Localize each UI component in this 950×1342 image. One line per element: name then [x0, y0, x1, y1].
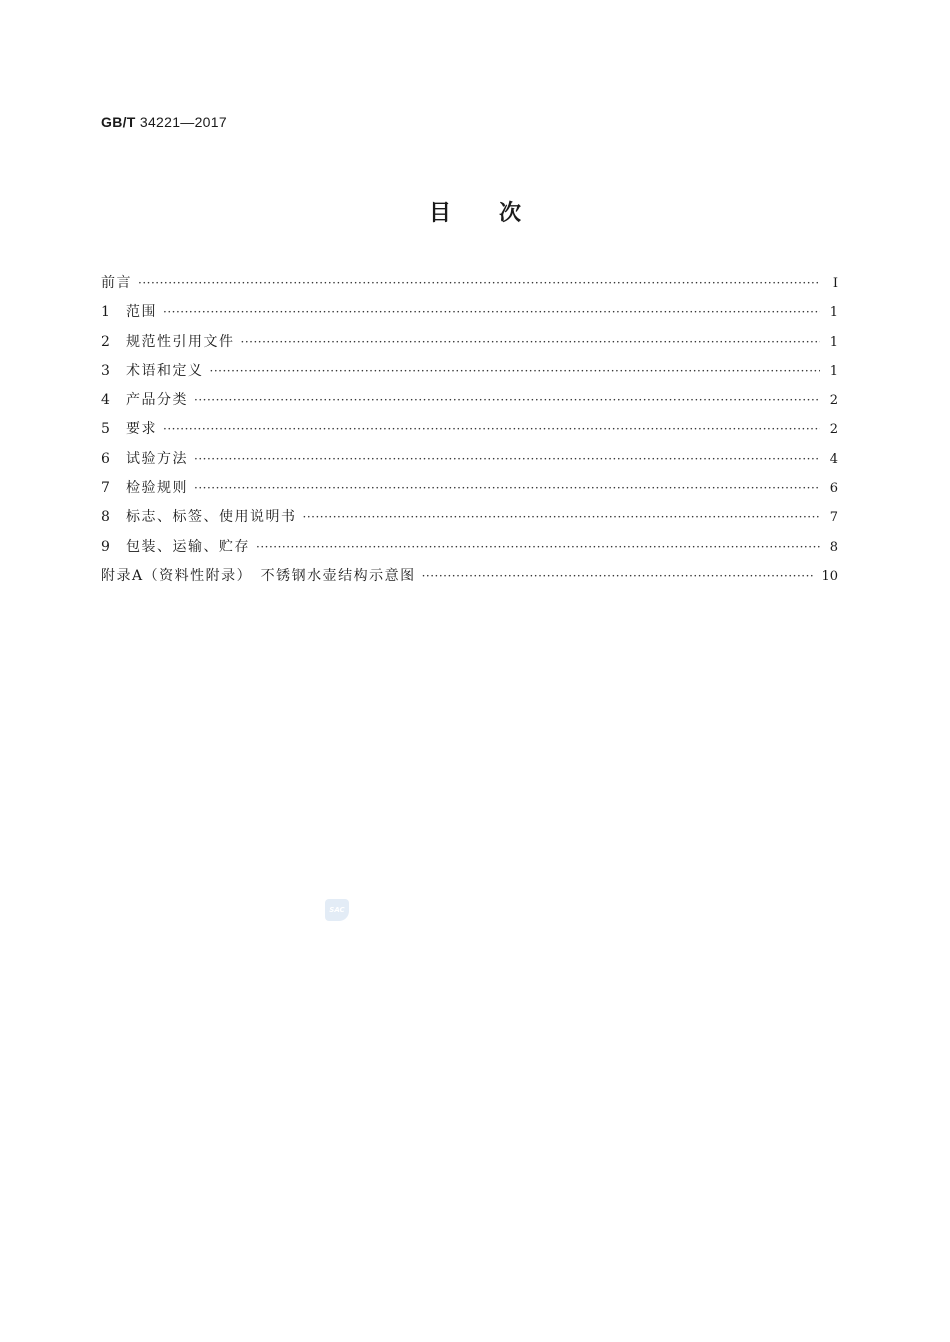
- toc-entry-page: 1: [829, 334, 838, 350]
- toc-entry-foreword[interactable]: [101, 272, 838, 301]
- toc-entry-number: 2: [101, 333, 110, 350]
- toc-entry-page: 8: [829, 539, 838, 555]
- toc-entry-8[interactable]: [101, 506, 838, 535]
- toc-leader-dots: [210, 364, 821, 378]
- toc-entry-9[interactable]: [101, 536, 838, 565]
- toc-leader-dots: [241, 335, 821, 349]
- toc-entry-page: 1: [829, 305, 838, 321]
- toc-leader-dots: [303, 510, 821, 524]
- toc-entry-number: 8: [101, 509, 110, 526]
- table-of-contents: [101, 272, 838, 594]
- toc-leader-dots: [163, 422, 820, 436]
- toc-entry-7[interactable]: [101, 477, 838, 506]
- toc-leader-dots: [194, 481, 820, 495]
- toc-entry-page: 2: [829, 393, 838, 409]
- toc-entry-label: 前言: [101, 275, 132, 291]
- toc-entry-page: 6: [829, 481, 838, 497]
- toc-entry-5[interactable]: [101, 418, 838, 447]
- toc-entry-3[interactable]: [101, 360, 838, 389]
- toc-leader-dots: [138, 276, 820, 290]
- toc-leader-dots: [256, 540, 820, 554]
- toc-entry-page: 4: [829, 451, 838, 467]
- toc-entry-2[interactable]: [101, 331, 838, 360]
- page-title: 目次: [428, 201, 569, 226]
- toc-leader-dots: [194, 393, 820, 407]
- toc-entry-label: 规范性引用文件: [126, 333, 235, 350]
- toc-entry-4[interactable]: [101, 389, 838, 418]
- toc-entry-number: 9: [101, 538, 110, 555]
- toc-entry-1[interactable]: [101, 301, 838, 330]
- toc-entry-page: 7: [829, 510, 838, 526]
- toc-entry-label: 标志、标签、使用说明书: [126, 509, 297, 526]
- toc-entry-number: 7: [101, 480, 110, 497]
- toc-entry-number: 4: [101, 392, 110, 409]
- toc-entry-number: 6: [101, 450, 110, 467]
- toc-entry-page: Ⅰ: [832, 276, 838, 291]
- toc-entry-label: 附录A（资料性附录） 不锈钢水壶结构示意图: [101, 567, 416, 584]
- toc-entry-label: 要求: [126, 421, 157, 438]
- toc-entry-label: 产品分类: [126, 392, 188, 409]
- toc-entry-label: 范围: [126, 304, 157, 321]
- toc-entry-label: 包装、运输、贮存: [126, 538, 250, 555]
- toc-entry-appendix-a[interactable]: [101, 565, 838, 594]
- toc-entry-label: 术语和定义: [126, 362, 204, 379]
- standard-number: 34221—2017: [139, 114, 227, 130]
- toc-leader-dots: [422, 569, 816, 583]
- standard-code: [101, 114, 227, 130]
- toc-entry-label: 检验规则: [126, 480, 188, 497]
- toc-entry-page: 1: [829, 363, 838, 379]
- toc-leader-dots: [194, 452, 820, 466]
- toc-entry-number: 1: [101, 304, 110, 321]
- toc-entry-page: 2: [829, 422, 838, 438]
- toc-entry-page: 10: [821, 568, 838, 584]
- toc-entry-number: 3: [101, 362, 110, 379]
- standard-prefix: GB/T: [101, 114, 136, 130]
- toc-entry-number: 5: [101, 421, 110, 438]
- toc-entry-label: 试验方法: [126, 450, 188, 467]
- toc-leader-dots: [163, 305, 820, 319]
- sac-watermark-logo: SAC: [325, 899, 349, 921]
- toc-entry-6[interactable]: [101, 448, 838, 477]
